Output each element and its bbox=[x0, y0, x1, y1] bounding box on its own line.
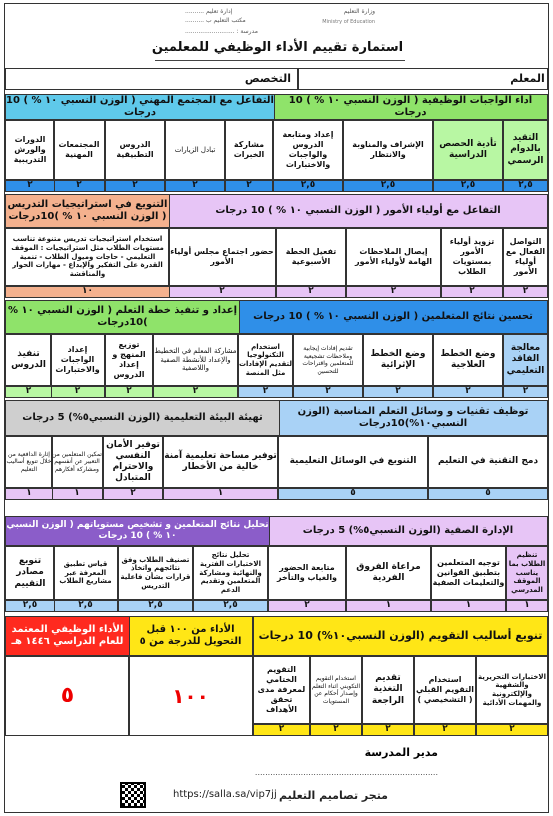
score-cell[interactable]: ٢ bbox=[105, 386, 153, 398]
criterion: متابعة الحضور والغياب والتأخر bbox=[268, 546, 346, 600]
strategies-text: استخدام استراتيجيات تدريس متنوعة تناسب مستويات الطلاب مثل استراتيجيات : الموقف التعليمي - حاجات وميول الطلاب - تنمية القدرة على التفكير والإبداع - مهارات الحوار والمناقشة bbox=[5, 228, 170, 286]
header-line: Ministry of Education bbox=[322, 19, 375, 25]
qr-code bbox=[120, 782, 146, 808]
form-title: استمارة تقييم الأداء الوظيفي للمعلمين bbox=[151, 40, 404, 55]
criterion: التواصل الفعال مع أولياء الأمور bbox=[503, 228, 548, 286]
criterion: الاختبارات التحريرية والشفهية والإلكترونية والمهمات الأدائية bbox=[476, 656, 548, 724]
criterion: وضع الخطط الإثرائية bbox=[363, 334, 433, 386]
store-url[interactable]: https://salla.sa/vip7jj bbox=[173, 789, 277, 800]
teacher-label: المعلم bbox=[508, 68, 548, 90]
score-cell[interactable]: ٢ bbox=[268, 600, 346, 612]
score-cell[interactable]: ٢ bbox=[105, 180, 165, 192]
section-title-classroom: الإدارة الصفية (الوزن النسبي٥%) 5 درجات bbox=[268, 516, 548, 546]
criterion: تأدية الحصص الدراسية bbox=[433, 120, 503, 180]
score-cell[interactable]: ١ bbox=[506, 600, 548, 612]
score-cell[interactable]: ٢,٥ bbox=[5, 600, 55, 612]
total-after-value[interactable]: ٥ bbox=[5, 656, 130, 736]
criterion: تفعيل الخطة الأسبوعية bbox=[276, 228, 346, 286]
criterion: الدورات والورش التدريبية bbox=[5, 120, 55, 180]
score-cell[interactable]: ٢ bbox=[153, 386, 238, 398]
score-cell[interactable]: ١ bbox=[431, 600, 506, 612]
score-cell[interactable]: ٢ bbox=[503, 286, 548, 298]
section-title-strategies: التنويع في استراتيجيات التدريس ( الوزن النسبي ١٠ % )10درجات bbox=[5, 194, 170, 228]
score-cell[interactable]: ٢ bbox=[165, 180, 225, 192]
score-cell[interactable]: ١ bbox=[346, 600, 431, 612]
score-cell[interactable]: ٢ bbox=[293, 386, 363, 398]
score-cell[interactable]: ٢ bbox=[441, 286, 503, 298]
criterion: إعداد ومتابعة الدروس والواجبات والاختبارات bbox=[273, 120, 343, 180]
criterion: تنويع مصادر التقييم bbox=[5, 546, 55, 600]
criterion: تقديم إفادات إيجابية وملاحظات تشجيعية للمتعلمين واقتراحات للتحسين bbox=[293, 334, 363, 386]
criterion: استخدام التقويم التكويني اثناء التعلم وإصدار أحكام عن المستويات bbox=[310, 656, 362, 724]
criterion: تمكين المتعلمين من التعبير عن أنفسهم ومشاركة أفكارهم bbox=[51, 436, 103, 488]
score-cell[interactable]: ٢ bbox=[476, 724, 548, 736]
criterion: الإشراف والمناوبة والانتظار bbox=[343, 120, 433, 180]
header-line: مكتب التعليم ب .......... bbox=[185, 17, 246, 24]
score-cell[interactable]: ١ bbox=[163, 488, 278, 500]
section-title-plan: إعداد و تنفيذ خطة التعلم ( الوزن النسبي ١٠ % )10درجات bbox=[5, 300, 240, 334]
header-line: وزارة التعليم bbox=[343, 8, 375, 15]
section-title-environment: تهيئة البيئة التعليمية (الوزن النسبي٥%) 5 درجات bbox=[5, 400, 280, 436]
score-cell[interactable]: ٢ bbox=[503, 386, 548, 398]
score-cell[interactable]: ٢ bbox=[53, 180, 105, 192]
criterion: توجيه المتعلمين بتطبيق القوانين والتعليمات الصفية bbox=[431, 546, 506, 600]
criterion: توفير مساحة تعليمية آمنة خالية من الأخطار bbox=[163, 436, 278, 488]
section-title-parents: التفاعل مع أولياء الأمور ( الوزن النسبي ١٠ % ) 10 درجات bbox=[168, 194, 548, 228]
section-title-results: تحسين نتائج المتعلمين ( الوزن النسبي ١٠ % ) 10 درجات bbox=[238, 300, 548, 334]
criterion: تنفيذ الدروس bbox=[5, 334, 52, 386]
teacher-field[interactable] bbox=[298, 68, 508, 90]
evaluation-form bbox=[4, 3, 549, 813]
criterion: معالجة الفاقد التعليمي bbox=[503, 334, 548, 386]
criterion: تقديم التغذية الراجعة bbox=[362, 656, 414, 724]
header-line: مدرسة : .......................... bbox=[185, 28, 258, 35]
score-cell[interactable]: ٢ bbox=[414, 724, 476, 736]
criterion: مشاركة المعلم في التخطيط والإعداد للأنشطة الصفية واللاصفية bbox=[153, 334, 238, 386]
criterion: الدروس التطبيقية bbox=[105, 120, 165, 180]
criterion: دمج التقنية في التعليم bbox=[428, 436, 548, 488]
criterion: التقويم الختامي لمعرفة مدى تحقق الأهداف bbox=[253, 656, 310, 724]
criterion: مراعاة الفروق الفردية bbox=[346, 546, 431, 600]
criterion: مشاركة الخبرات bbox=[225, 120, 273, 180]
specialty-label: التخصص bbox=[218, 68, 298, 90]
score-cell[interactable]: ٢,٥ bbox=[433, 180, 503, 192]
criterion: وضع الخطط العلاجية bbox=[433, 334, 503, 386]
criterion: إعداد الواجبات والاختبارات bbox=[50, 334, 105, 386]
criterion: المجتمعات المهنية bbox=[53, 120, 105, 180]
criterion: استخدام التكنولوجيا لتقديم الإفادات مثل المنصة bbox=[238, 334, 293, 386]
section-title-assessment: تنويع أساليب التقويم (الوزن النسبي١٠%) 10 درجات bbox=[253, 616, 548, 656]
section-title-technologies: توظيف تقنيات و وسائل التعلم المناسبة (الوزن النسبي١٠%)10درجات bbox=[278, 400, 548, 436]
score-cell[interactable]: ٢ bbox=[5, 180, 55, 192]
total-after-label: الأداء الوظيفي المعتمد للعام الدراسي ١٤٤٦ هـ bbox=[5, 616, 130, 656]
criterion: حضور اجتماع مجلس أولياء الأمور bbox=[168, 228, 276, 286]
manager-label: مدير المدرسة bbox=[364, 746, 438, 759]
criterion: قياس تطبيق المعرفة عبر مشاريع الطلاب bbox=[53, 546, 118, 600]
section-title-duties: أداء الواجبات الوظيفية ( الوزن النسبي ١٠ % ) 10 درجات bbox=[273, 94, 548, 120]
section-title-community: التفاعل مع المجتمع المهني ( الوزن النسبي ١٠ % ) 10 درجات bbox=[6, 94, 274, 118]
criterion: تبادل الزيارات bbox=[165, 120, 225, 180]
score-cell[interactable]: ٢,٥ bbox=[118, 600, 193, 612]
score-cell[interactable]: ٢ bbox=[238, 386, 293, 398]
score-cell[interactable]: ٢ bbox=[5, 386, 52, 398]
specialty-field[interactable] bbox=[5, 68, 220, 90]
total-before-value[interactable]: ١٠٠ bbox=[128, 656, 253, 736]
criterion: تنظيم الطلاب بما يناسب الموقف المدرسي bbox=[506, 546, 548, 600]
score-cell[interactable]: ٢ bbox=[346, 286, 441, 298]
criterion: تصنيف الطلاب وفق نتائجهم واتخاذ قرارات بشأن فاعلية التدريس bbox=[118, 546, 193, 600]
store-label: متجر تصاميم التعليم bbox=[279, 789, 388, 802]
score-cell[interactable]: ٢ bbox=[253, 724, 310, 736]
criterion: إيصال الملاحظات الهامة لأولياء الأمور bbox=[346, 228, 441, 286]
score-cell[interactable]: ٢,٥ bbox=[53, 600, 118, 612]
score-cell[interactable]: ٢,٥ bbox=[193, 600, 268, 612]
criterion: التنويع في الوسائل التعليمية bbox=[278, 436, 428, 488]
score-cell[interactable]: ٢ bbox=[168, 286, 276, 298]
criterion: التقيد بالدوام الرسمي bbox=[503, 120, 548, 180]
signature-dots: ........................................................................ bbox=[254, 768, 438, 777]
total-before-label: الأداء من ١٠٠ قبل التحويل للدرجة من ٥ bbox=[128, 616, 253, 656]
criterion: توزيع المنهج و إعداد الدروس bbox=[105, 334, 153, 386]
score-cell[interactable]: ٢ bbox=[310, 724, 362, 736]
score-cell[interactable]: ٢ bbox=[225, 180, 273, 192]
score-cell[interactable]: ٥ bbox=[278, 488, 428, 500]
score-cell[interactable]: ٢ bbox=[50, 386, 105, 398]
header-line: إدارة تعليم .......... bbox=[185, 8, 233, 15]
criterion: تزويد أولياء الأمور بمستويات الطلاب bbox=[441, 228, 503, 286]
score-cell[interactable]: ٢ bbox=[103, 488, 163, 500]
section-title-analysis: تحليل نتائج المتعلمين و تشخيص مستوياتهم ( الوزن النسبي ١٠ % ) 10 درجات bbox=[5, 516, 270, 546]
criterion: استخدام التقويم القبلي ( التشخيصي ) bbox=[414, 656, 476, 724]
score-cell[interactable]: ٢,٥ bbox=[273, 180, 343, 192]
score-cell[interactable]: ١ bbox=[5, 488, 53, 500]
criterion: تحليل نتائج الاختبارات الفترية والنهائية ومشاركة المتعلمين وتقديم الدعم bbox=[193, 546, 268, 600]
score-cell[interactable]: ٢,٥ bbox=[503, 180, 548, 192]
score-cell[interactable]: ٥ bbox=[428, 488, 548, 500]
score-cell[interactable]: ١٠ bbox=[5, 286, 170, 298]
score-cell[interactable]: ٢ bbox=[433, 386, 503, 398]
score-cell[interactable]: ٢ bbox=[276, 286, 346, 298]
score-cell[interactable]: ٢,٥ bbox=[343, 180, 433, 192]
ministry-header bbox=[185, 6, 375, 36]
score-cell[interactable]: ١ bbox=[51, 488, 103, 500]
criterion: إثارة الدافعية من خلال تنويع أساليب التعليم bbox=[5, 436, 53, 488]
criterion: توفير الأمان النفسي والاحترام المتبادل bbox=[103, 436, 163, 488]
score-cell[interactable]: ٢ bbox=[363, 386, 433, 398]
score-cell[interactable]: ٢ bbox=[362, 724, 414, 736]
